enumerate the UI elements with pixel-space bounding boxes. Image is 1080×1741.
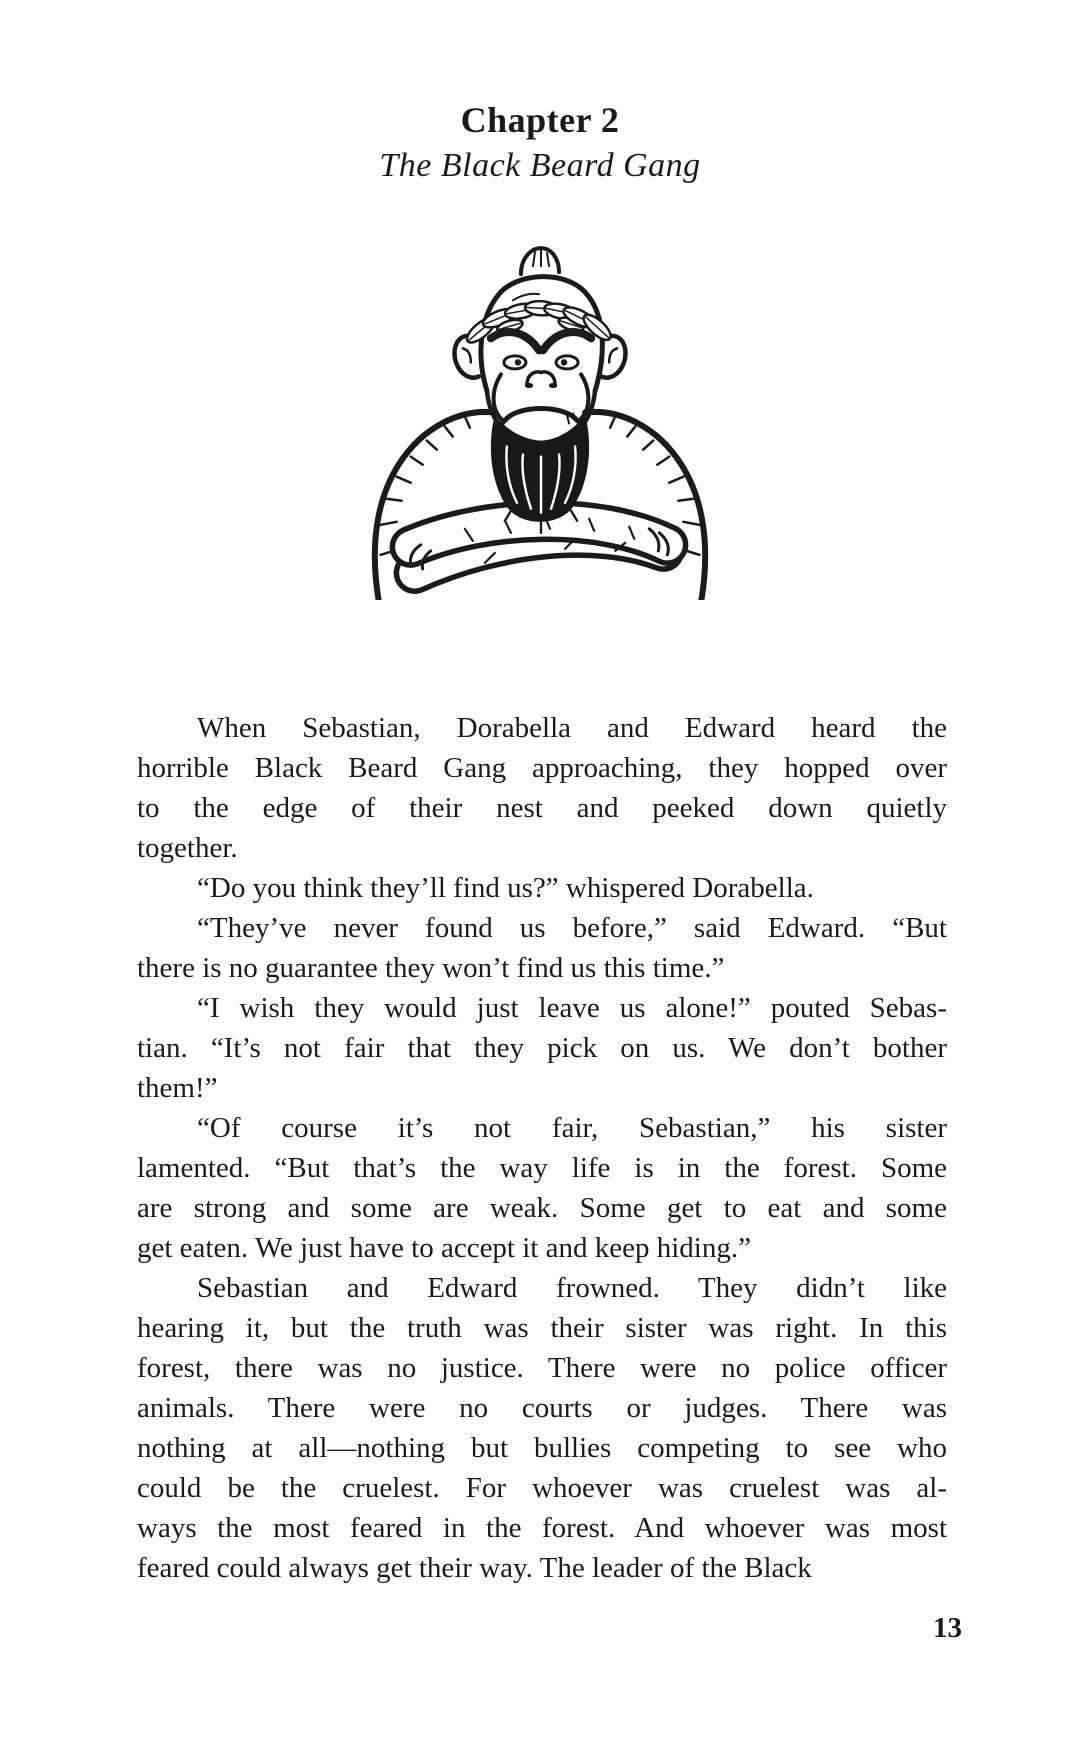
chapter-heading: Chapter 2	[460, 100, 620, 140]
text-line: lamented. “But that’s the way life is in the forest. Some	[137, 1152, 947, 1184]
text-line: “I wish they would just leave us alone!” pouted Sebas-	[197, 992, 947, 1024]
text-line: tian. “It’s not fair that they pick on us. We don’t bother	[137, 1032, 947, 1064]
body-text	[137, 708, 947, 1588]
text-line: are strong and some are weak. Some get to eat and some	[137, 1192, 947, 1224]
text-line: When Sebastian, Dorabella and Edward heard the	[197, 712, 947, 744]
text-line: “Do you think they’ll find us?” whispered Dorabella.	[197, 872, 814, 904]
text-line: animals. There were no courts or judges. There was	[137, 1392, 947, 1424]
gorilla-illustration-icon	[344, 214, 736, 600]
text-line: feared could always get their way. The leader of the Black	[137, 1552, 812, 1584]
text-line: “Of course it’s not fair, Sebastian,” his sister	[197, 1112, 947, 1144]
text-line: horrible Black Beard Gang approaching, they hopped over	[137, 752, 947, 784]
text-line: forest, there was no justice. There were no police officer	[137, 1352, 947, 1384]
text-line: could be the cruelest. For whoever was cruelest was al-	[137, 1472, 947, 1504]
text-line: to the edge of their nest and peeked down quietly	[137, 792, 947, 824]
text-line: together.	[137, 832, 238, 864]
text-line: there is no guarantee they won’t find us this time.”	[137, 952, 725, 984]
text-line: hearing it, but the truth was their sister was right. In this	[137, 1312, 947, 1344]
text-line: get eaten. We just have to accept it and keep hiding.”	[137, 1232, 751, 1264]
text-line: Sebastian and Edward frowned. They didn’t like	[197, 1272, 947, 1304]
page-number: 13	[933, 1612, 962, 1644]
illustration-wrap	[0, 214, 1080, 605]
text-line: them!”	[137, 1072, 218, 1104]
text-line: nothing at all—nothing but bullies competing to see who	[137, 1432, 947, 1464]
chapter-subtitle: The Black Beard Gang	[379, 147, 701, 184]
text-line: “They’ve never found us before,” said Edward. “But	[197, 912, 947, 944]
text-line: ways the most feared in the forest. And whoever was most	[137, 1512, 947, 1544]
